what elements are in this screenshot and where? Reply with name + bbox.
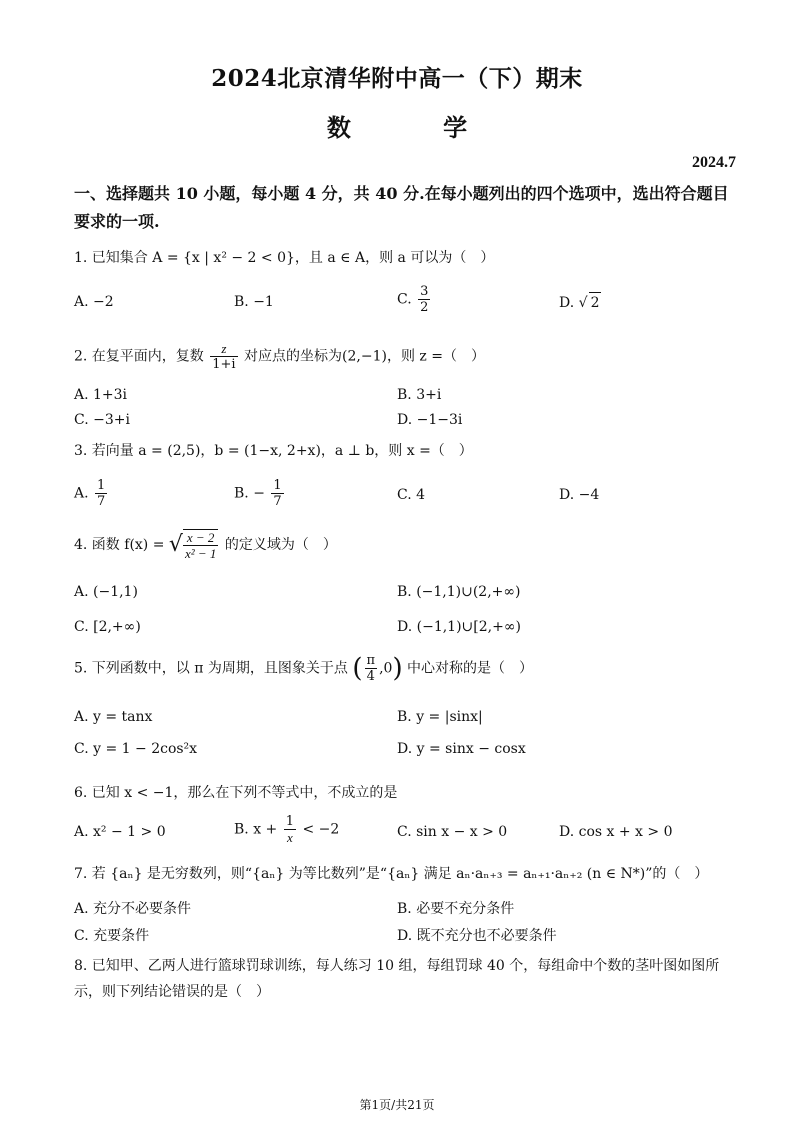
q2-fraction [210,341,237,372]
q4-option-d: D. (−1,1)∪[2,+∞) [397,619,521,635]
q2-option-d: D. −1−3i [397,412,463,428]
q3-option-b [234,478,286,509]
page-footer: 第1页/共21页 [359,1098,435,1112]
q6-option-b-fraction [284,814,296,845]
page-title: 2024北京清华附中高一（下）期末 [211,65,583,92]
q7-option-b: B. 必要不充分条件 [397,901,515,917]
question-1-stem: 1. 已知集合 A = {x | x² − 2 < 0}，且 a ∈ A，则 a 可以为（ ） [74,250,495,266]
q5-option-d: D. y = sinx − cosx [397,741,526,757]
question-6-stem: 6. 已知 x < −1，那么在下列不等式中，不成立的是 [74,785,398,801]
q6-option-b-label: B. x + [234,821,278,838]
q7-option-a: A. 充分不必要条件 [74,901,192,917]
fraction-numerator: x − 2 [183,530,218,546]
q2-option-b: B. 3+i [397,387,442,403]
fraction-numerator: π [366,653,376,668]
q7-option-c: C. 充要条件 [74,928,150,944]
left-paren: ( [352,653,363,684]
q2-option-c: C. −3+i [74,412,130,428]
fraction-denominator: 7 [97,494,106,509]
q6-option-d: D. cos x + x > 0 [559,824,673,840]
q4-option-c: C. [2,+∞) [74,619,141,635]
q5-option-a: A. y = tanx [74,709,153,725]
q2-stem-post: 对应点的坐标为(2,−1)，则 z =（ ） [244,348,485,365]
question-5-stem [74,653,533,684]
right-paren: ) [392,653,403,684]
q1-option-d [559,292,601,313]
question-2-stem [74,341,485,372]
q3-option-a-label: A. [74,485,89,502]
fraction-denominator: x² − 1 [184,546,217,561]
q3-option-a-fraction [95,478,107,509]
subject-heading: 数 学 [326,113,496,142]
q1-option-a: A. −2 [74,294,114,310]
fraction-denominator: x [286,830,293,845]
fraction-denominator: 7 [273,494,282,509]
q6-option-b-post: < −2 [302,821,340,838]
question-8-stem: 8. 已知甲、乙两人进行篮球罚球训练，每人练习 10 组，每组罚球 40 个，每组命中个数的茎叶图如图所示，则下列结论错误的是（ ） [74,958,720,1000]
q1-option-c-fraction [418,284,430,315]
fraction-numerator: 1 [285,814,294,829]
exam-date: 2024.7 [692,154,736,171]
q1-option-c-label: C. [397,291,412,308]
q4-stem-post: 的定义域为（ ） [224,537,337,553]
q5-option-c: C. y = 1 − 2cos²x [74,741,198,757]
q5-option-b: B. y = |sinx| [397,709,483,725]
q3-option-d: D. −4 [559,487,600,503]
sqrt-symbol: √ [168,532,183,557]
q4-option-b: B. (−1,1)∪(2,+∞) [397,584,521,600]
q5-fraction [365,653,378,684]
q4-option-a: A. (−1,1) [74,584,138,600]
q3-option-b-fraction [271,478,283,509]
q6-option-c: C. sin x − x > 0 [397,824,508,840]
q6-option-a: A. x² − 1 > 0 [74,824,166,840]
q5-stem-mid: ,0 [379,660,393,677]
q3-option-c: C. 4 [397,487,426,503]
question-7-stem: 7. 若 {aₙ} 是无穷数列，则“{aₙ} 为等比数列”是“{aₙ} 满足 aₙ·aₙ₊₃ = aₙ₊₁·aₙ₊₂ (n ∈ N*)”的（ ） [74,866,709,882]
q2-stem-pre: 2. 在复平面内，复数 [74,348,204,365]
q1-option-d-label: D. [559,295,575,311]
fraction-numerator: 1 [97,478,106,493]
fraction-denominator: 1+i [212,357,236,372]
fraction-numerator: 3 [420,284,429,299]
question-4-stem [74,529,337,561]
q1-option-c [397,284,432,315]
sqrt-radicand: 2 [589,292,602,313]
section-heading: 一、选择题共 10 小题，每小题 4 分，共 40 分.在每小题列出的四个选项中，选出符合题目要求的一项. [74,184,729,231]
q3-option-b-label: B. − [234,485,265,502]
q5-stem-pre: 5. 下列函数中，以 π 为周期，且图象关于点 [74,660,348,677]
q4-stem-pre: 4. 函数 f(x) = [74,537,165,553]
q3-option-a [74,478,109,509]
fraction-numerator: 1 [273,478,282,493]
q7-option-d: D. 既不充分也不必要条件 [397,928,557,944]
q4-fraction [183,529,218,561]
q1-option-b: B. −1 [234,294,274,310]
fraction-numerator: z [210,341,237,357]
fraction-denominator: 4 [366,669,375,684]
sqrt-symbol: √ [578,295,588,311]
q2-option-a: A. 1+3i [74,387,128,403]
question-3-stem: 3. 若向量 a = (2,5)，b = (1−x, 2+x)，a ⊥ b，则 x =（ ） [74,443,473,459]
fraction-denominator: 2 [420,300,429,315]
q6-option-b [234,814,339,845]
q5-stem-post: 中心对称的是（ ） [407,660,534,677]
